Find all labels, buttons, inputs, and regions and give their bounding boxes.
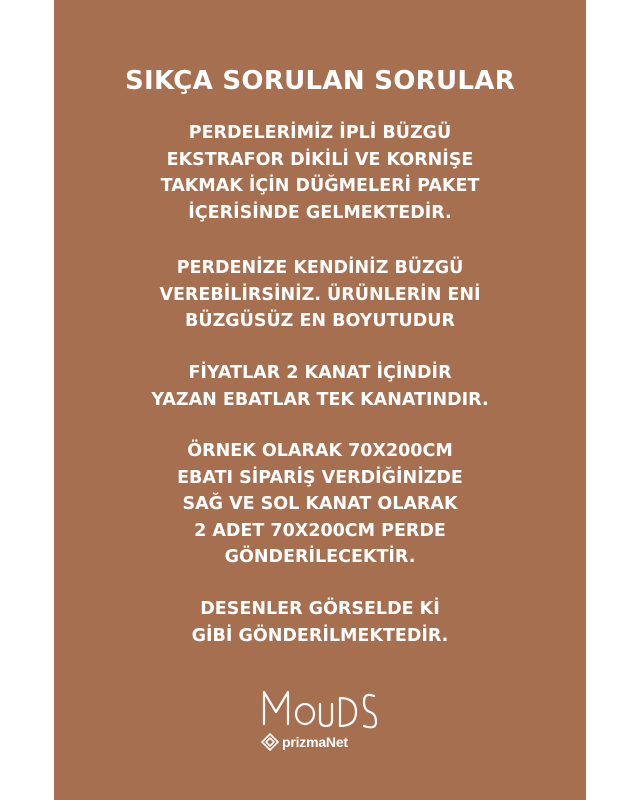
moods-logo bbox=[260, 684, 380, 732]
faq-line: GİBİ GÖNDERİLMEKTEDİR. bbox=[191, 625, 449, 646]
faq-line: ÖRNEK OLARAK 70X200CM bbox=[187, 441, 453, 461]
faq-line: PERDELERİMİZ İPLİ BÜZGÜ bbox=[188, 123, 452, 143]
prizmanet-wordmark: prizmaNet bbox=[282, 734, 348, 750]
faq-line: SAĞ VE SOL KANAT OLARAK bbox=[182, 494, 458, 514]
faq-line: TAKMAK İÇİN DÜĞMELERİ PAKET bbox=[160, 176, 480, 196]
faq-line: EBATI SİPARİŞ VERDİĞİNİZDE bbox=[177, 467, 463, 488]
faq-line: BÜZGÜSÜZ EN BOYUTUDUR bbox=[185, 311, 455, 331]
faq-line: GÖNDERİLECEKTİR. bbox=[224, 547, 416, 567]
faq-line: DESENLER GÖRSELDE Kİ bbox=[200, 599, 440, 619]
brand-logo bbox=[54, 684, 586, 764]
faq-panel bbox=[54, 0, 586, 800]
faq-line: İÇERİSİNDE GELMEKTEDİR. bbox=[188, 202, 452, 223]
faq-line: EKSTRAFOR DİKİLİ VE KORNİŞE bbox=[166, 149, 474, 170]
faq-block-fiyatlar bbox=[54, 360, 586, 413]
faq-block-buzgu bbox=[54, 120, 586, 226]
page-title: SIKÇA SORULAN SORULAR bbox=[124, 66, 516, 96]
faq-block-kendiniz bbox=[54, 255, 586, 335]
faq-block-desenler bbox=[54, 596, 586, 649]
prizmanet-logo bbox=[260, 730, 400, 754]
faq-line: 2 ADET 70X200CM PERDE bbox=[194, 520, 446, 541]
faq-line: FİYATLAR 2 KANAT İÇİNDİR bbox=[188, 363, 452, 383]
faq-line: VEREBİLİRSİNİZ. ÜRÜNLERİN ENİ bbox=[159, 284, 481, 305]
faq-block-ornek bbox=[54, 438, 586, 571]
faq-line: YAZAN EBATLAR TEK KANATINDIR. bbox=[151, 389, 489, 410]
prizmanet-icon bbox=[260, 732, 280, 752]
faq-line: PERDENİZE KENDİNİZ BÜZGÜ bbox=[176, 258, 464, 278]
